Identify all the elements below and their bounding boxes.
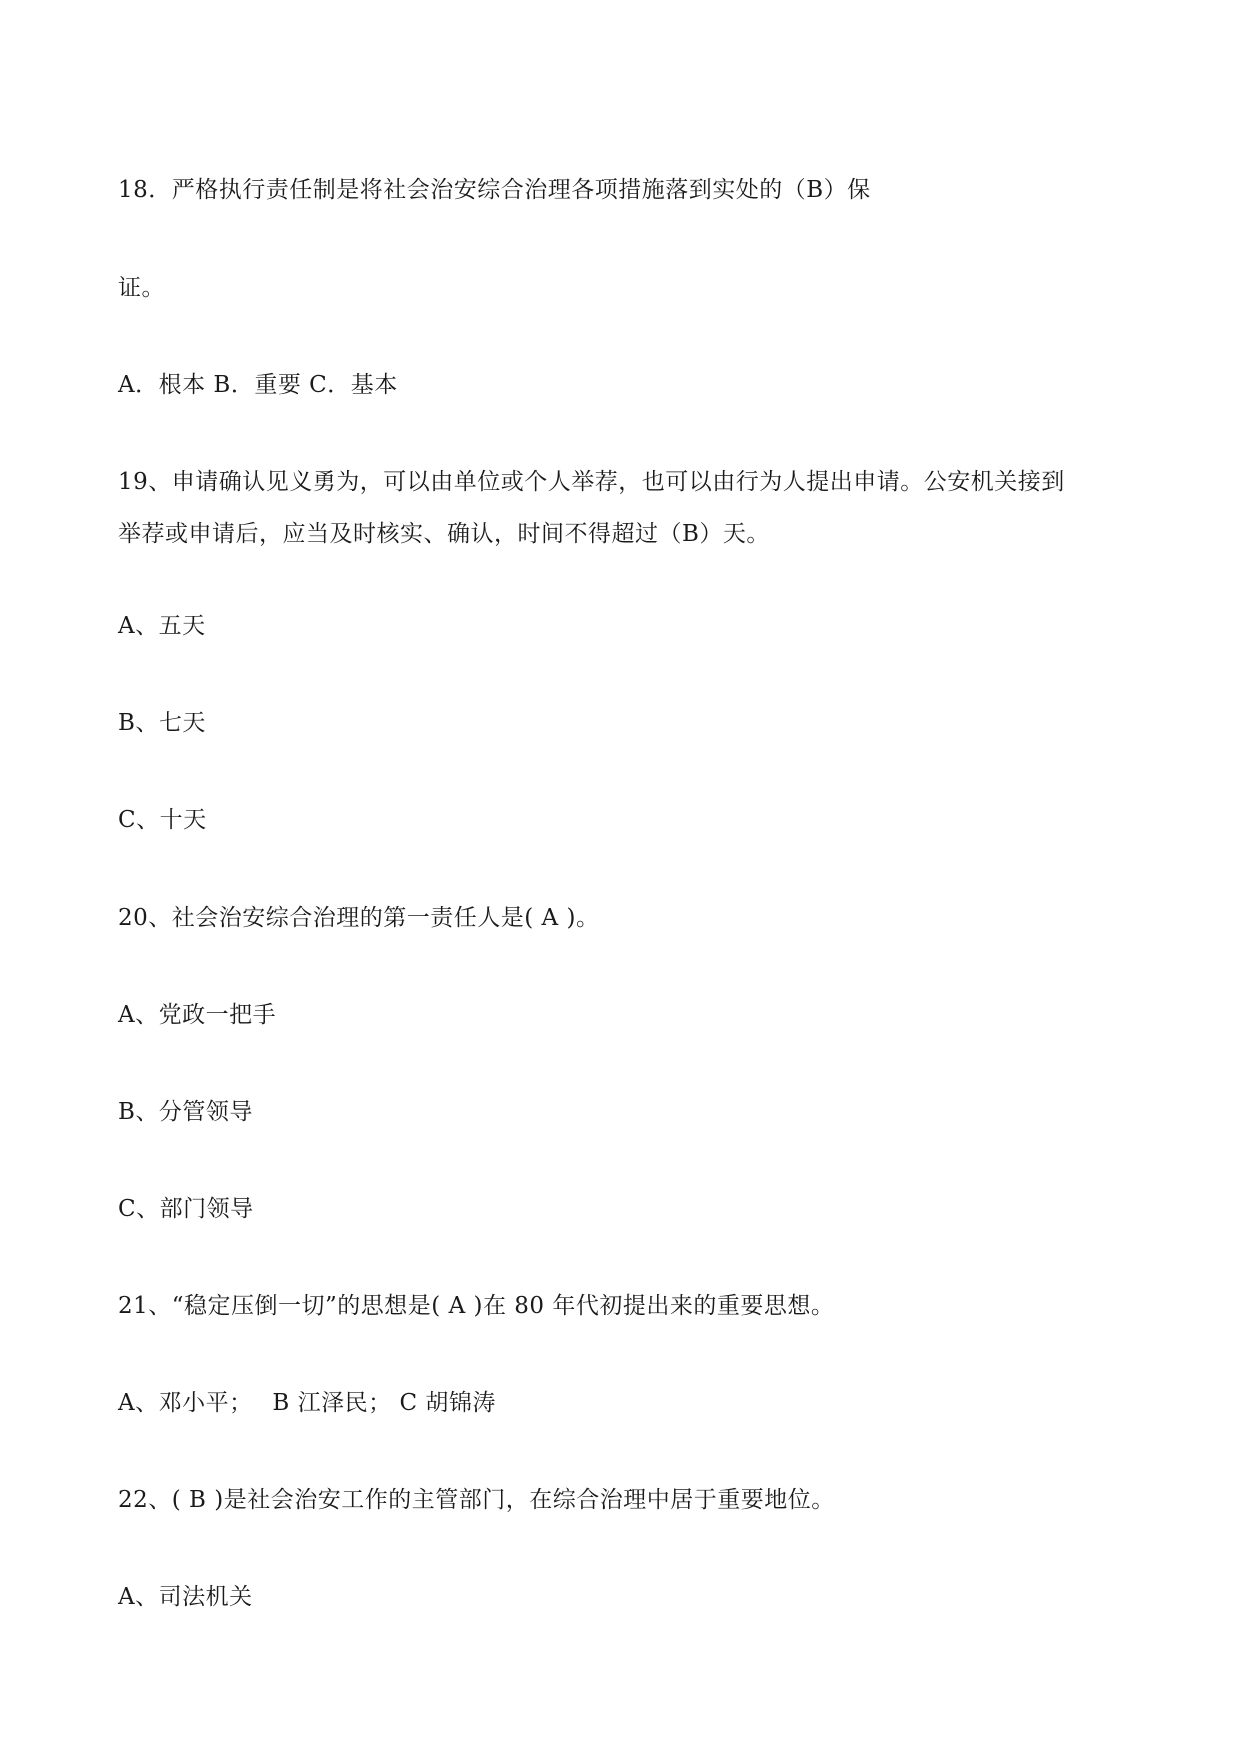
question-21-options: A、邓小平； B 江泽民； C 胡锦涛 [118, 1390, 496, 1416]
question-19-text: 19、申请确认见义勇为，可以由单位或个人举荐，也可以由行为人提出申请。公安机关接到 [118, 469, 1065, 495]
question-18-options: A．根本 B．重要 C．基本 [118, 372, 398, 398]
question-18-text-continued: 证。 [118, 275, 165, 301]
question-20-option-b: B、分管领导 [118, 1099, 253, 1125]
question-20-text: 20、社会治安综合治理的第一责任人是( A )。 [118, 905, 600, 931]
question-20-option-c: C、部门领导 [118, 1196, 254, 1222]
question-19-option-a: A、五天 [118, 613, 206, 639]
question-19-text-continued: 举荐或申请后，应当及时核实、确认，时间不得超过（B）天。 [118, 521, 770, 547]
question-19-option-b: B、七天 [118, 710, 206, 736]
question-22-option-a: A、司法机关 [118, 1584, 253, 1610]
question-21-text: 21、“稳定压倒一切”的思想是( A )在 80 年代初提出来的重要思想。 [118, 1293, 835, 1319]
question-19-option-c: C、十天 [118, 807, 207, 833]
question-22-text: 22、( B )是社会治安工作的主管部门，在综合治理中居于重要地位。 [118, 1487, 835, 1513]
question-18-text: 18．严格执行责任制是将社会治安综合治理各项措施落到实处的（B）保 [118, 177, 871, 203]
question-20-option-a: A、党政一把手 [118, 1002, 277, 1028]
